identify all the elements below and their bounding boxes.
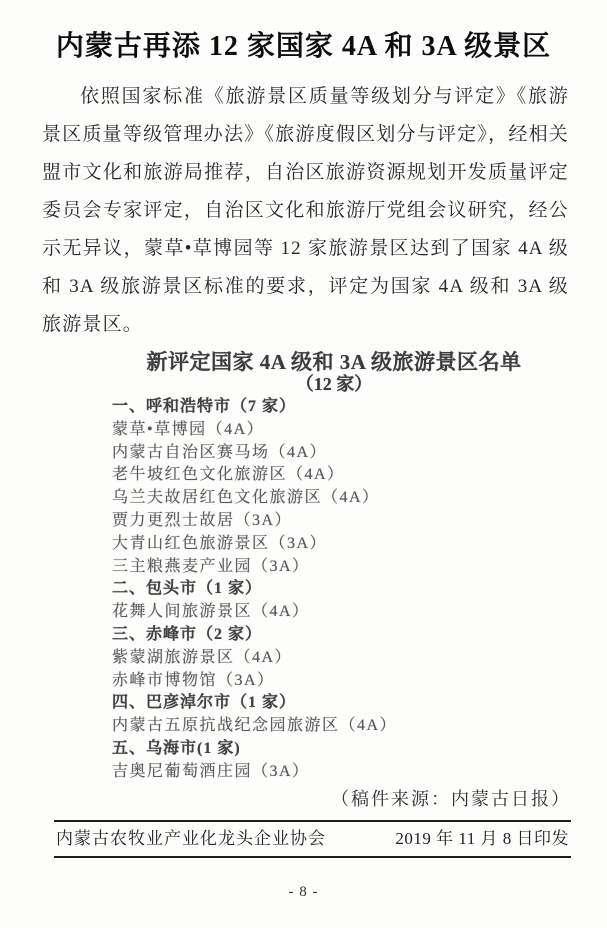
scenic-area-list (112, 350, 556, 784)
footer-print-date: 2019 年 11 月 8 日印发 (395, 828, 569, 848)
list-item: 蒙草•草博园（4A） (112, 420, 265, 438)
list-item: 三主粮燕麦产业园（3A） (112, 557, 310, 575)
list-section-chifeng: 三、赤峰市（2 家） (112, 625, 263, 643)
document-title: 内蒙古再添 12 家国家 4A 和 3A 级景区 (55, 31, 552, 62)
footer-issuer: 内蒙古农牧业产业化龙头企业协会 (56, 828, 326, 848)
list-item: 乌兰夫故居红色文化旅游区（4A） (112, 489, 380, 507)
list-item: 花舞人间旅游景区（4A） (112, 603, 310, 621)
list-section-bayannur: 四、巴彦淖尔市（1 家） (112, 694, 297, 712)
list-section-hohhot: 一、呼和浩特市（7 家） (112, 398, 297, 415)
list-item: 内蒙古五原抗战纪念园旅游区（4A） (112, 717, 398, 735)
list-title: 新评定国家 4A 级和 3A 级旅游景区名单 (146, 350, 522, 374)
list-rows (112, 396, 556, 784)
list-item: 大青山红色旅游景区（3A） (112, 534, 328, 552)
list-item: 紫蒙湖旅游景区（4A） (112, 648, 293, 666)
list-item: 吉奥尼葡萄酒庄园（3A） (112, 762, 310, 780)
list-section-baotou: 二、包头市（1 家） (112, 580, 263, 598)
source-attribution: （稿件来源：内蒙古日报） (331, 788, 571, 809)
body-paragraph: 依照国家标准《旅游景区质量等级划分与评定》《旅游景区质量等级管理办法》《旅游度假区划分与评定》，经相关盟市文化和旅游局推荐，自治区旅游资源规划开发质量评定委员会专家评定，自治区文化和旅游厅党组会议研究，经公示无异议，蒙草•草博园等 12 家旅游景区达到了国家 4A 级和 3A 级旅游景区标准的要求，评定为国家 4A 级和 3A 级旅游景区。 (42, 86, 569, 335)
list-item: 贾力更烈士故居（3A） (112, 511, 293, 529)
list-item: 内蒙古自治区赛马场（4A） (112, 443, 328, 461)
list-section-wuhai: 五、乌海市(1 家) (112, 739, 241, 757)
list-subtitle: （12 家） (295, 374, 373, 394)
list-item: 赤峰市博物馆（3A） (112, 671, 275, 689)
page-number: - 8 - (288, 883, 319, 900)
list-item: 老牛坡红色文化旅游区（4A） (112, 466, 345, 484)
footer-bar (54, 820, 571, 858)
